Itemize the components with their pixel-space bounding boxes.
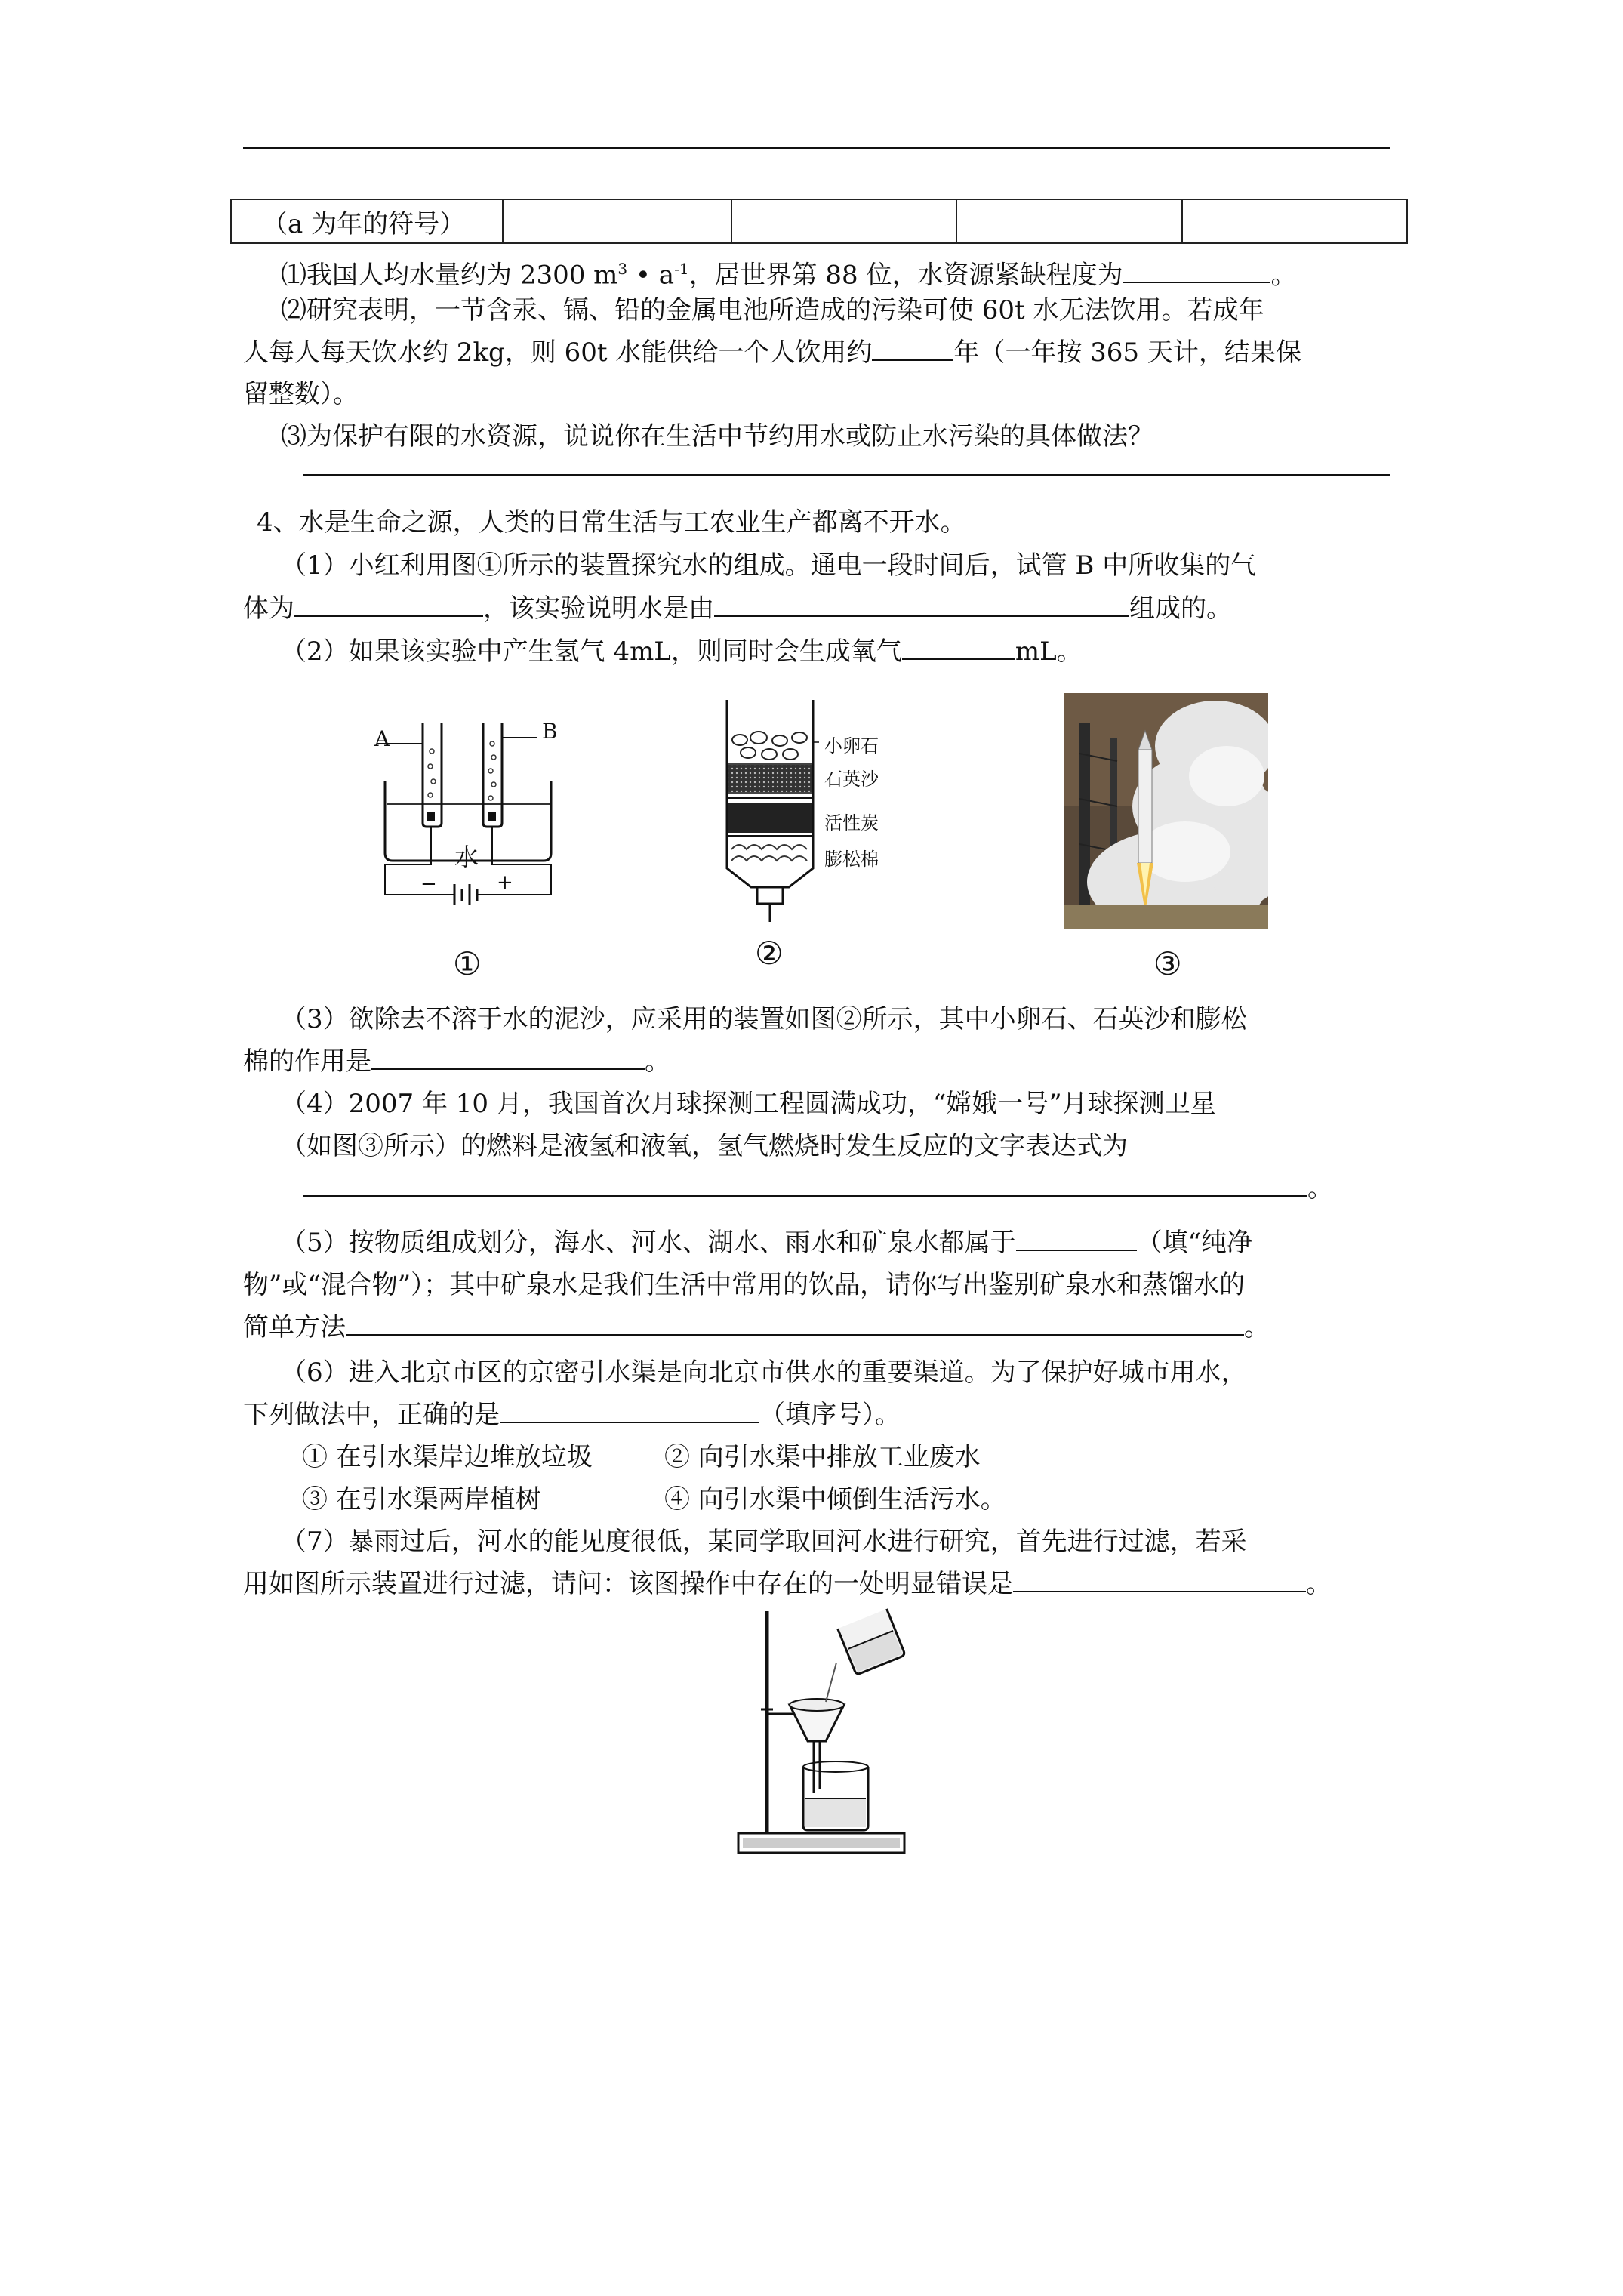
q4-s7-line1: （7）暴雨过后，河水的能见度很低，某同学取回河水进行研究，首先进行过滤，若采 [281,1527,1247,1557]
punctuation: 。 [1306,1569,1332,1599]
q4-s1-line2 [243,592,1232,625]
q3-item3: ⑶为保护有限的水资源，说说你在生活中节约用水或防止水污染的具体做法？ [281,421,1153,451]
q4-option-3: ③ 在引水渠两岸植树 [302,1484,541,1515]
plus-sign: + [497,871,513,894]
table-row [231,199,1407,243]
table-cell-unit: （a 为年的符号） [231,199,503,243]
label-b: B [542,719,558,744]
table-cell [1182,199,1407,243]
filtration-apparatus-figure [731,1608,912,1857]
q4-s2 [281,635,1083,668]
q4-s5-line2: 物”或“混合物”）；其中矿泉水是我们生活中常用的饮品，请你写出鉴别矿泉水和蒸馏水的 [243,1270,1246,1300]
rocket-launch-photo [1064,693,1268,929]
filter-label-pebbles: 小卵石 [824,735,879,757]
q3-item1-text: • a [627,260,675,291]
q3-item1 [281,252,1296,291]
figure-3-caption: ③ [1153,945,1182,982]
q3-item2-line2 [243,336,1301,369]
table-cell [503,199,731,243]
answer-blank[interactable] [294,593,483,617]
answer-blank[interactable] [902,636,1015,660]
filter-label-cotton: 膨松棉 [824,849,879,870]
filter-label-sand: 石英沙 [824,769,879,790]
answer-blank[interactable] [371,1046,645,1070]
q4-s7-text: 用如图所示装置进行过滤，请问：该图操作中存在的一处明显错误是 [243,1569,1013,1599]
q4-s5-text: （填“纯净 [1136,1228,1253,1258]
q4-s5-text: （5）按物质组成划分，海水、河水、湖水、雨水和矿泉水都属于 [281,1228,1016,1258]
answer-line[interactable] [303,473,1390,476]
table-cell [731,199,956,243]
q4-s1-text: 组成的。 [1129,593,1232,624]
q4-intro: 4、水是生命之源，人类的日常生活与工农业生产都离不开水。 [257,507,966,538]
q4-s6-line1: （6）进入北京市区的京密引水渠是向北京市供水的重要渠道。为了保护好城市用水， [281,1358,1247,1388]
q3-item1-text: ，居世界第 88 位，水资源紧缺程度为 [688,260,1123,291]
header-rule [243,147,1390,149]
q3-item2-line1: ⑵研究表明，一节含汞、镉、铅的金属电池所造成的污染可使 60t 水无法饮用。若成年 [281,295,1264,325]
answer-blank[interactable] [1013,1568,1306,1592]
q4-s5-line1 [281,1226,1252,1259]
figure-1-caption: ① [453,945,482,982]
q4-s1-text: ，该实验说明水是由 [483,593,714,624]
q4-s5-line3 [243,1311,1270,1344]
answer-blank[interactable] [1016,1227,1137,1251]
water-filter-figure [721,698,819,925]
q4-s3-line2 [243,1045,670,1078]
q4-s6-line2 [243,1398,901,1432]
q4-s6-text: （填序号）。 [759,1400,901,1430]
answer-blank[interactable] [303,1173,1307,1197]
q4-s5-text: 简单方法 [243,1312,346,1342]
answer-blank[interactable] [714,593,1129,617]
q4-s6-text: 下列做法中，正确的是 [243,1400,500,1430]
q4-s7-line2 [243,1567,1332,1601]
q4-option-2: ② 向引水渠中排放工业废水 [664,1442,981,1472]
q4-s3-text: 棉的作用是 [243,1046,371,1077]
punctuation: 。 [645,1046,670,1077]
superscript: 3 [617,260,628,278]
answer-blank[interactable] [500,1399,759,1423]
figure-2-caption: ② [755,935,784,972]
filter-label-carbon: 活性炭 [824,812,879,834]
superscript: -1 [674,260,689,278]
q4-option-4: ④ 向引水渠中倾倒生活污水。 [664,1484,1006,1515]
q3-item2-line3: 留整数）。 [243,379,359,409]
answer-blank[interactable] [1123,259,1270,283]
q4-option-1: ① 在引水渠岸边堆放垃圾 [302,1442,593,1472]
punctuation: 。 [1307,1173,1333,1203]
q4-s2-text: mL。 [1015,636,1083,667]
punctuation: 。 [1244,1312,1270,1342]
punctuation: 。 [1270,260,1297,291]
electrolysis-figure [370,713,566,925]
q4-s2-text: （2）如果该实验中产生氢气 4mL，则同时会生成氧气 [281,636,902,667]
q3-item2-text: 年（一年按 365 天计，结果保 [953,337,1301,368]
q4-s4-line2: （如图③所示）的燃料是液氢和液氧，氢气燃烧时发生反应的文字表达式为 [281,1131,1128,1161]
minus-sign: − [420,873,437,895]
q4-s4-line3 [303,1172,1333,1205]
water-data-table [230,199,1408,244]
q3-item1-text: ⑴我国人均水量约为 2300 m [281,260,618,291]
answer-blank[interactable] [872,337,953,361]
label-a: A [374,726,390,751]
q4-s1-line1: （1）小红利用图①所示的装置探究水的组成。通电一段时间后，试管 B 中所收集的气 [281,550,1257,581]
water-label: 水 [454,843,479,871]
answer-blank[interactable] [346,1311,1244,1336]
q4-s1-text: 体为 [243,593,294,624]
q4-s4-line1: （4）2007 年 10 月，我国首次月球探测工程圆满成功，“嫦娥一号”月球探测卫星 [281,1089,1216,1119]
q4-s3-line1: （3）欲除去不溶于水的泥沙，应采用的装置如图②所示，其中小卵石、石英沙和膨松 [281,1004,1247,1034]
table-cell [956,199,1182,243]
q3-item2-text: 人每人每天饮水约 2kg，则 60t 水能供给一个人饮用约 [243,337,873,368]
